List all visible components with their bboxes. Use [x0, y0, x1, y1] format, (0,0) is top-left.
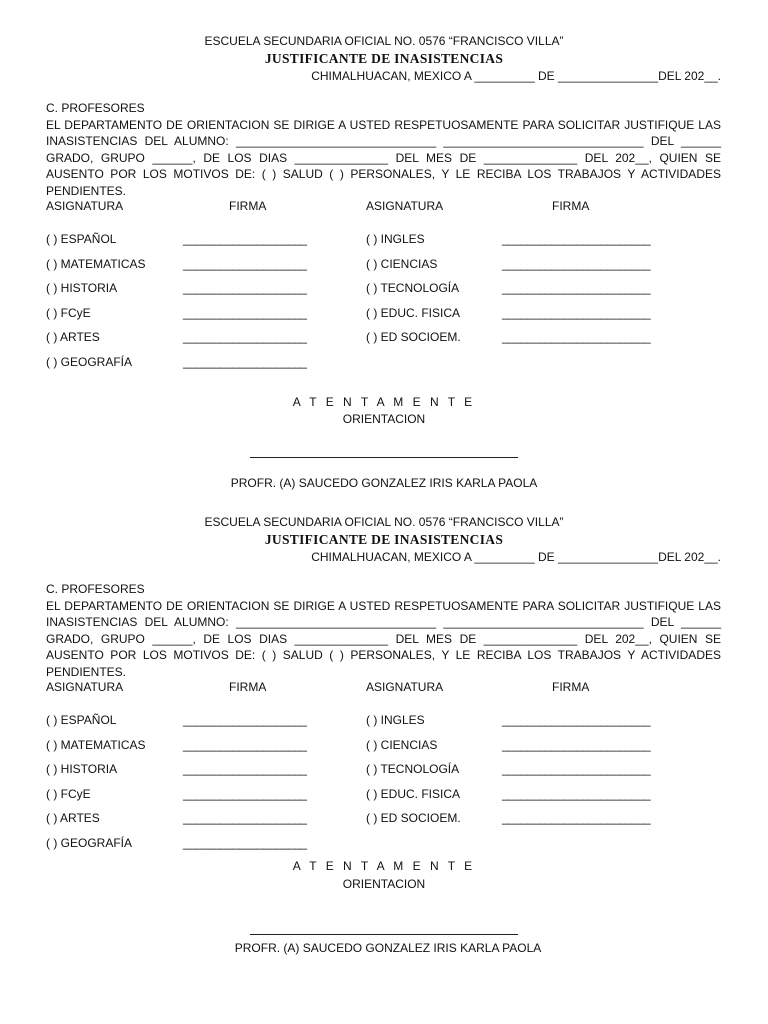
signature-line[interactable]: ________________________: [502, 811, 651, 825]
signature-line[interactable]: ____________________: [183, 762, 307, 776]
letter-body: [46, 100, 721, 199]
subject-checkbox-label[interactable]: ( ) TECNOLOGÍA: [366, 281, 460, 295]
signer-name: PROFR. (A) SAUCEDO GONZALEZ IRIS KARLA PAOLA: [230, 476, 538, 490]
signature-line[interactable]: ________________________: [502, 305, 651, 320]
subject-checkbox-label[interactable]: ( ) TECNOLOGÍA: [366, 762, 460, 776]
signature-line[interactable]: ____________________: [183, 330, 307, 344]
right-signature-header: FIRMA: [552, 680, 590, 694]
subject-row: [46, 281, 346, 306]
subject-checkbox-label[interactable]: ( ) MATEMATICAS: [46, 737, 146, 752]
justification-form-2: [0, 515, 768, 995]
signature-line[interactable]: ________________________: [502, 737, 651, 752]
subject-row: [46, 713, 346, 738]
right-subject-list: [366, 713, 666, 836]
subject-row: [46, 355, 346, 380]
signer-signature-line[interactable]: [250, 934, 518, 935]
department-name: ORIENTACION: [342, 877, 426, 891]
signature-line[interactable]: ________________________: [502, 281, 651, 295]
left-subject-list: [46, 713, 346, 860]
closing-text: A T E N T A M E N T E: [292, 395, 476, 409]
signature-line[interactable]: ________________________: [502, 330, 651, 344]
subject-row: [366, 787, 666, 812]
subject-checkbox-label[interactable]: ( ) HISTORIA: [46, 281, 118, 295]
subject-checkbox-label[interactable]: ( ) INGLES: [366, 232, 425, 246]
subject-checkbox-label[interactable]: ( ) ED SOCIOEM.: [366, 330, 461, 344]
request-paragraph: EL DEPARTAMENTO DE ORIENTACION SE DIRIGE A USTED RESPETUOSAMENTE PARA SOLICITAR JUSTIFIQUE LAS INASISTENCIAS DEL ALUMNO: ______________________________ ______________________________ DEL ______ GRADO, GRUPO ______, DE LOS DIAS ______________ DEL MES DE ______________ DEL 202__, QUIEN SE AUSENTO POR LOS MOTIVOS DE: ( ) SALUD ( ) PERSONALES, Y LE RECIBA LOS TRABAJOS Y ACTIVIDADES PENDIENTES.: [46, 117, 721, 198]
department-name: ORIENTACION: [342, 412, 426, 426]
left-subject-header: ASIGNATURA: [46, 680, 124, 694]
subject-checkbox-label[interactable]: ( ) ARTES: [46, 811, 100, 825]
subject-row: [46, 738, 346, 763]
subject-row: [46, 836, 346, 861]
school-name: ESCUELA SECUNDARIA OFICIAL NO. 0576 “FRANCISCO VILLA”: [204, 34, 564, 48]
subject-row: [366, 762, 666, 787]
request-paragraph: EL DEPARTAMENTO DE ORIENTACION SE DIRIGE A USTED RESPETUOSAMENTE PARA SOLICITAR JUSTIFIQUE LAS INASISTENCIAS DEL ALUMNO: ______________________________ ______________________________ DEL ______ GRADO, GRUPO ______, DE LOS DIAS ______________ DEL MES DE ______________ DEL 202__, QUIEN SE AUSENTO POR LOS MOTIVOS DE: ( ) SALUD ( ) PERSONALES, Y LE RECIBA LOS TRABAJOS Y ACTIVIDADES PENDIENTES.: [46, 598, 721, 679]
subject-row: [46, 762, 346, 787]
signature-line[interactable]: ____________________: [183, 835, 307, 850]
signature-line[interactable]: ____________________: [183, 256, 307, 271]
left-subject-header: ASIGNATURA: [46, 199, 124, 213]
subject-checkbox-label[interactable]: ( ) ARTES: [46, 330, 100, 344]
subject-checkbox-label[interactable]: ( ) EDUC. FISICA: [366, 305, 461, 320]
subject-checkbox-label[interactable]: ( ) ED SOCIOEM.: [366, 811, 461, 825]
left-subject-list: [46, 232, 346, 379]
salutation: C. PROFESORES: [46, 582, 145, 596]
signature-line[interactable]: ____________________: [183, 713, 307, 727]
subject-checkbox-label[interactable]: ( ) GEOGRAFÍA: [46, 835, 133, 850]
subject-checkbox-label[interactable]: ( ) ESPAÑOL: [46, 232, 117, 246]
school-name: ESCUELA SECUNDARIA OFICIAL NO. 0576 “FRANCISCO VILLA”: [204, 515, 564, 529]
left-signature-header: FIRMA: [229, 199, 267, 213]
subject-checkbox-label[interactable]: ( ) HISTORIA: [46, 762, 118, 776]
subject-checkbox-label[interactable]: ( ) INGLES: [366, 713, 425, 727]
subject-row: [366, 738, 666, 763]
subject-row: [46, 787, 346, 812]
subject-row: [366, 232, 666, 257]
date-line: CHIMALHUACAN, MEXICO A _________ DE _______________DEL 202__.: [311, 69, 721, 83]
right-subject-header: ASIGNATURA: [366, 199, 444, 213]
subject-checkbox-label[interactable]: ( ) EDUC. FISICA: [366, 786, 461, 801]
subject-row: [366, 811, 666, 836]
signature-line[interactable]: ________________________: [502, 713, 651, 727]
signature-line[interactable]: ____________________: [183, 811, 307, 825]
subject-checkbox-label[interactable]: ( ) GEOGRAFÍA: [46, 354, 133, 369]
right-signature-header: FIRMA: [552, 199, 590, 213]
subject-checkbox-label[interactable]: ( ) ESPAÑOL: [46, 713, 117, 727]
subject-row: [366, 257, 666, 282]
justification-form-1: [0, 34, 768, 514]
subject-checkbox-label[interactable]: ( ) FCyE: [46, 786, 91, 801]
signature-line[interactable]: ____________________: [183, 354, 307, 369]
subject-row: [46, 257, 346, 282]
signature-line[interactable]: ________________________: [502, 786, 651, 801]
subject-checkbox-label[interactable]: ( ) FCyE: [46, 305, 91, 320]
subject-row: [46, 811, 346, 836]
form-title: JUSTIFICANTE DE INASISTENCIAS: [264, 532, 504, 547]
signer-signature-line[interactable]: [250, 457, 518, 458]
subject-row: [366, 713, 666, 738]
subject-row: [46, 306, 346, 331]
signature-line[interactable]: ____________________: [183, 786, 307, 801]
signature-line[interactable]: ____________________: [183, 232, 307, 246]
signer-name: PROFR. (A) SAUCEDO GONZALEZ IRIS KARLA PAOLA: [234, 941, 542, 955]
signature-line[interactable]: ________________________: [502, 256, 651, 271]
signature-line[interactable]: ____________________: [183, 737, 307, 752]
right-subject-list: [366, 232, 666, 355]
closing-text: A T E N T A M E N T E: [292, 859, 476, 873]
signature-line[interactable]: ____________________: [183, 281, 307, 295]
form-title: JUSTIFICANTE DE INASISTENCIAS: [264, 51, 504, 66]
letter-body: [46, 581, 721, 680]
signature-line[interactable]: ________________________: [502, 232, 651, 246]
salutation: C. PROFESORES: [46, 101, 145, 115]
signature-line[interactable]: ____________________: [183, 305, 307, 320]
date-line: CHIMALHUACAN, MEXICO A _________ DE _______________DEL 202__.: [311, 550, 721, 564]
subject-row: [366, 330, 666, 355]
subject-row: [46, 232, 346, 257]
subject-checkbox-label[interactable]: ( ) CIENCIAS: [366, 256, 438, 271]
left-signature-header: FIRMA: [229, 680, 267, 694]
subject-row: [366, 306, 666, 331]
subject-row: [46, 330, 346, 355]
right-subject-header: ASIGNATURA: [366, 680, 444, 694]
subject-checkbox-label[interactable]: ( ) MATEMATICAS: [46, 256, 146, 271]
signature-line[interactable]: ________________________: [502, 762, 651, 776]
subject-checkbox-label[interactable]: ( ) CIENCIAS: [366, 737, 438, 752]
subject-row: [366, 281, 666, 306]
